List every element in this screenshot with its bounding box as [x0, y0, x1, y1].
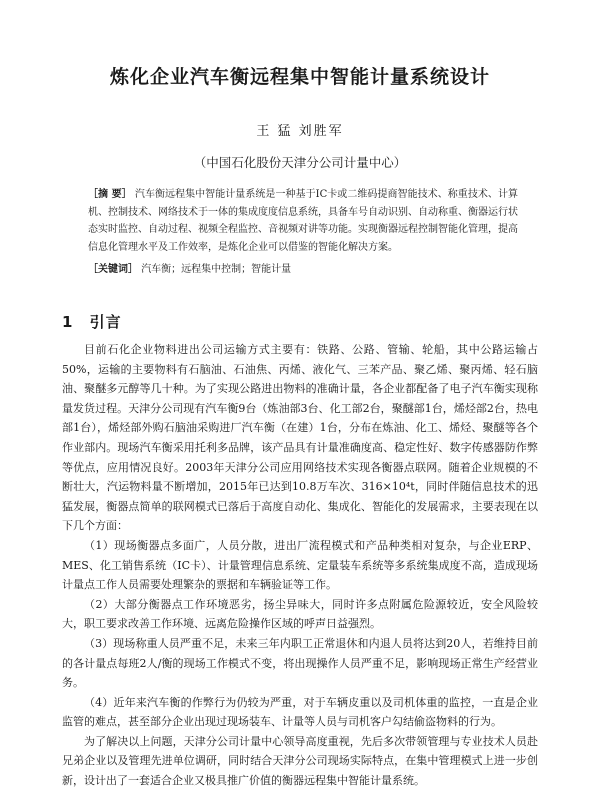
section-title: 引言 — [89, 313, 122, 331]
paragraph: （3）现场称重人员严重不足，未来三年内职工正常退休和内退人员将达到20人，若维持目前的各计量点每班2人/衡的现场工作模式不变，将出现操作人员严重不足，影响现场正常生产经营业务。 — [62, 636, 538, 690]
keywords — [88, 262, 518, 278]
paragraph: （2）大部分衡器点工作环境恶劣，扬尘异味大，同时许多点附属危险源较近，安全风险较大，职工要求改善工作环境、远离危险操作区域的呼声日益强烈。 — [62, 597, 538, 631]
paragraph: 为了解决以上问题，天津分公司计量中心领导高度重视，先后多次带领管理与专业技术人员赴兄弟企业以及管理先进单位调研，同时结合天津分公司现场实际特点，在集中管理模式上进一步创新，设计出了一套适合企业又极具推广价值的衡器远程集中智能计量系统。 — [62, 734, 538, 788]
keywords-label: ［关键词］ — [88, 264, 138, 275]
paragraph: 目前石化企业物料进出公司运输方式主要有：铁路、公路、管输、轮船，其中公路运输占50%，运输的主要物料有石脑油、石油焦、丙烯、液化气、三苯产品、聚乙烯、聚丙烯、轻石脑油、聚醚多元醇等几十种。为了实现公路进出物料的准确计量，各企业都配备了电子汽车衡实现称量发货过程。天津分公司现有汽车衡9台（炼油部3台、化工部2台，聚醚部1台，烯烃部2台，热电部1台），烯烃部外购石脑油采购进厂汽车衡（在建）1台，分布在炼油、化工、烯烃、聚醚等各个作业部内。现场汽车衡采用托利多品牌，该产品具有计量准确度高、稳定性好、数字传感器防作弊等优点，应用情况良好。2003年天津分公司应用网络技术实现各衡器点联网。随着企业规模的不断壮大，汽运物料量不断增加，2015年已达到10.8万车次、316×10⁴t，同时伴随信息技术的迅猛发展，衡器点简单的联网模式已落后于高度自动化、集成化、智能化的发展需求，主要表现在以下几个方面： — [62, 343, 538, 533]
paragraph: （4）近年来汽车衡的作弊行为仍较为严重，对于车辆皮重以及司机体重的监控，一直是企业监管的难点，甚至部分企业出现过现场装车、计量等人员与司机客户勾结偷盗物料的行为。 — [62, 695, 538, 729]
abstract — [88, 186, 518, 256]
section-number: 1 — [62, 313, 74, 331]
paragraph: （1）现场衡器点多面广，人员分散，进出厂流程模式和产品种类相对复杂，与企业ERP、MES、化工销售系统（IC卡）、计量管理信息系统、定量装车系统等多系统集成度不高，造成现场计量点工作人员需要处理繁杂的票据和车辆验证等工作。 — [62, 538, 538, 592]
abstract-text: 汽车衡远程集中智能计量系统是一种基于IC卡或二维码提商智能技术、称重技术、计算机、控制技术、网络技术于一体的集成度度信息系统，具备车号自动识别、自动称重、衡器运行状态实时监控、自动过程、视频全程监控、音视频对讲等功能。实现衡器远程控制智能化管理，提高信息化管理水平及工作效率，是炼化企业可以借鉴的智能化解决方案。 — [88, 189, 518, 253]
abstract-label: ［摘 要］ — [88, 189, 132, 200]
authors: 王 猛 刘胜军 — [256, 124, 344, 139]
paper-title: 炼化企业汽车衡远程集中智能计量系统设计 — [109, 66, 490, 88]
body-text — [62, 340, 538, 791]
section-heading — [62, 311, 122, 332]
affiliation: （中国石化股份天津分公司计量中心） — [193, 155, 407, 170]
keywords-text: 汽车衡；远程集中控制；智能计量 — [141, 264, 292, 275]
